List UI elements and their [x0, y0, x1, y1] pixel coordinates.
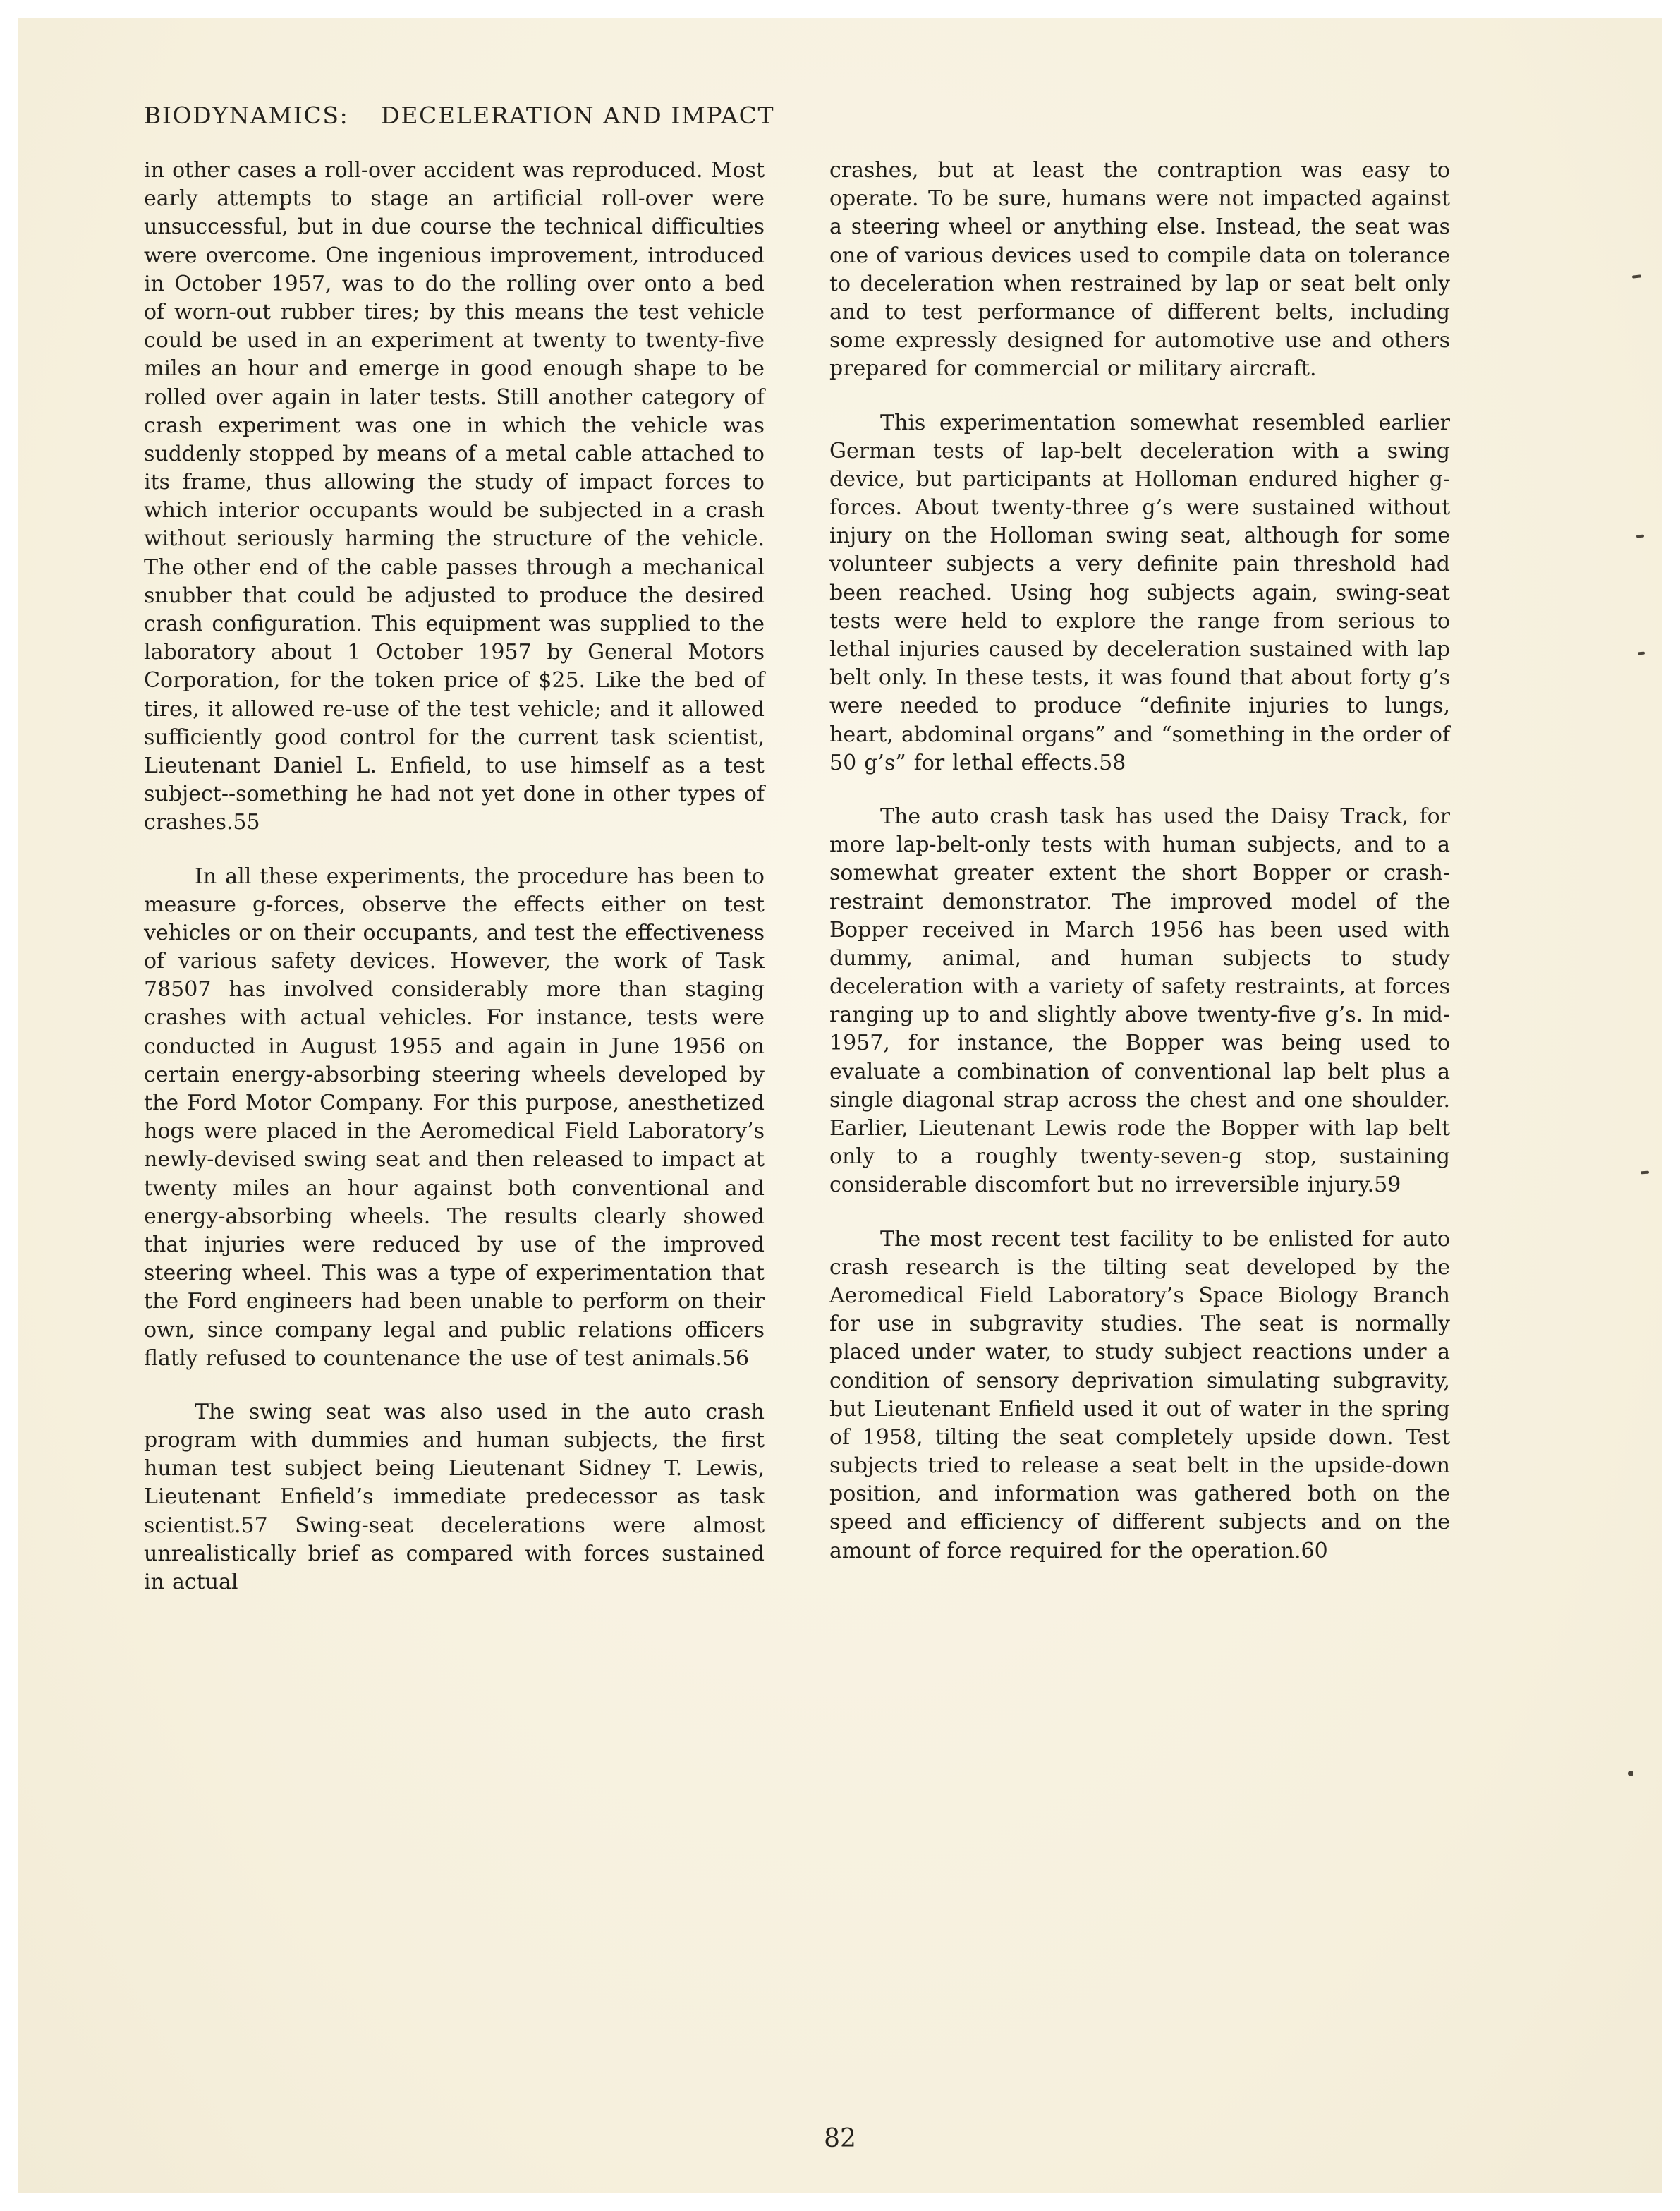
page-header: [144, 102, 774, 129]
scan-speckle: [1641, 1171, 1649, 1175]
column-right: [829, 157, 1450, 1597]
scan-speckle: [1638, 652, 1645, 655]
text-columns: [144, 157, 1450, 1597]
scan-speckle: [1628, 1771, 1633, 1776]
paragraph-task-78507-steering-wheels: In all these experiments, the procedure has been to measure g-forces, observe the effects either on test vehicles or on their occupants, and test the effectiveness of various safety devices. However, the work of Task 78507 has involved considerably more than staging crashes with actual vehicles. For instance, tests were conducted in August 1955 and again in June 1956 on certain energy-absorbing steering wheels developed by the Ford Motor Company. For this purpose, anesthetized hogs were placed in the Aeromedical Field Laboratory’s newly-devised swing seat and then released to impact at twenty miles an hour against both conventional and energy-absorbing wheels. The results clearly showed that injuries were reduced by use of the improved steering wheel. This was a type of experimentation that the Ford engineers had been unable to perform on their own, since company legal and public relations officers flatly refused to countenance the use of test animals.56: [144, 864, 765, 1371]
scan-speckle: [1632, 274, 1641, 278]
paragraph-rollover-crash-tests: in other cases a roll-over accident was reproduced. Most early attempts to stage an artificial roll-over were unsuccessful, but in due course the technical difficulties were overcome. One ingenious improvement, introduced in October 1957, was to do the rolling over onto a bed of worn-out rubber tires; by this means the test vehicle could be used in an experiment at twenty to twenty-five miles an hour and emerge in good enough shape to be rolled over again in later tests. Still another category of crash experiment was one in which the vehicle was suddenly stopped by means of a metal cable attached to its frame, thus allowing the study of impact forces to which interior occupants would be subjected in a crash without seriously harming the structure of the vehicle. The other end of the cable passes through a mechanical snubber that could be adjusted to produce the desired crash configuration. This equipment was supplied to the laboratory about 1 October 1957 by General Motors Corporation, for the token price of $25. Like the bed of tires, it allowed re-use of the test vehicle; and it allowed sufficiently good control for the current task scientist, Lieutenant Daniel L. Enfield, to use himself as a test subject--something he had not yet done in other types of crashes.55: [144, 158, 765, 835]
paragraph-swing-seat-program: The swing seat was also used in the auto crash program with dummies and human subjects, the first human test subject being Lieutenant Sidney T. Lewis, Lieutenant Enfield’s immediate predecessor as task scientist.57 Swing-seat decelerations were almost unrealistically brief as compared with forces sustained in actual: [144, 1399, 765, 1594]
page: [18, 18, 1662, 2193]
paragraph-tilting-seat-subgravity: The most recent test facility to be enlisted for auto crash research is the tilting seat developed by the Aeromedical Field Laboratory’s Space Biology Branch for use in subgravity studies. The seat is normally placed under water, to study subject reactions under a condition of sensory deprivation simulating subgravity, but Lieutenant Enfield used it out of water in the spring of 1958, tilting the seat completely upside down. Test subjects tried to release a seat belt in the upside-down position, and information was gathered both on the speed and efficiency of different subjects and on the amount of force required for the operation.60: [829, 1226, 1450, 1563]
header-section-label: BIODYNAMICS:: [144, 102, 349, 129]
page-number: 82: [824, 2124, 856, 2153]
paragraph-contraption-belts: crashes, but at least the contraption was easy to operate. To be sure, humans were not impacted against a steering wheel or anything else. Instead, the seat was one of various devices used to compile data on tolerance to deceleration when restrained by lap or seat belt only and to test performance of different belts, including some expressly designed for automotive use and others prepared for commercial or military aircraft.: [829, 158, 1450, 382]
paragraph-holloman-gforces: This experimentation somewhat resembled earlier German tests of lap-belt deceleration with a swing device, but participants at Holloman endured higher g-forces. About twenty-three g’s were sustained without injury on the Holloman swing seat, although for some volunteer subjects a very definite pain threshold had been reached. Using hog subjects again, swing-seat tests were held to explore the range from serious to lethal injuries caused by deceleration sustained with lap belt only. In these tests, it was found that about forty g’s were needed to produce “definite injuries to lungs, heart, abdominal organs” and “something in the order of 50 g’s” for lethal effects.58: [829, 410, 1450, 775]
scan-speckle: [1636, 535, 1644, 538]
column-left: [144, 157, 765, 1597]
paragraph-daisy-track-bopper: The auto crash task has used the Daisy Track, for more lap-belt-only tests with human subjects, and to a somewhat greater extent the short Bopper or crash-restraint demonstrator. The improved model of the Bopper received in March 1956 has been used with dummy, animal, and human subjects to study deceleration with a variety of safety restraints, at forces ranging up to and slightly above twenty-five g’s. In mid-1957, for instance, the Bopper was being used to evaluate a combination of conventional lap belt plus a single diagonal strap across the chest and one shoulder. Earlier, Lieutenant Lewis rode the Bopper with lap belt only to a roughly twenty-seven-g stop, sustaining considerable discomfort but no irreversible injury.59: [829, 804, 1450, 1198]
header-chapter-title: DECELERATION AND IMPACT: [381, 102, 775, 129]
